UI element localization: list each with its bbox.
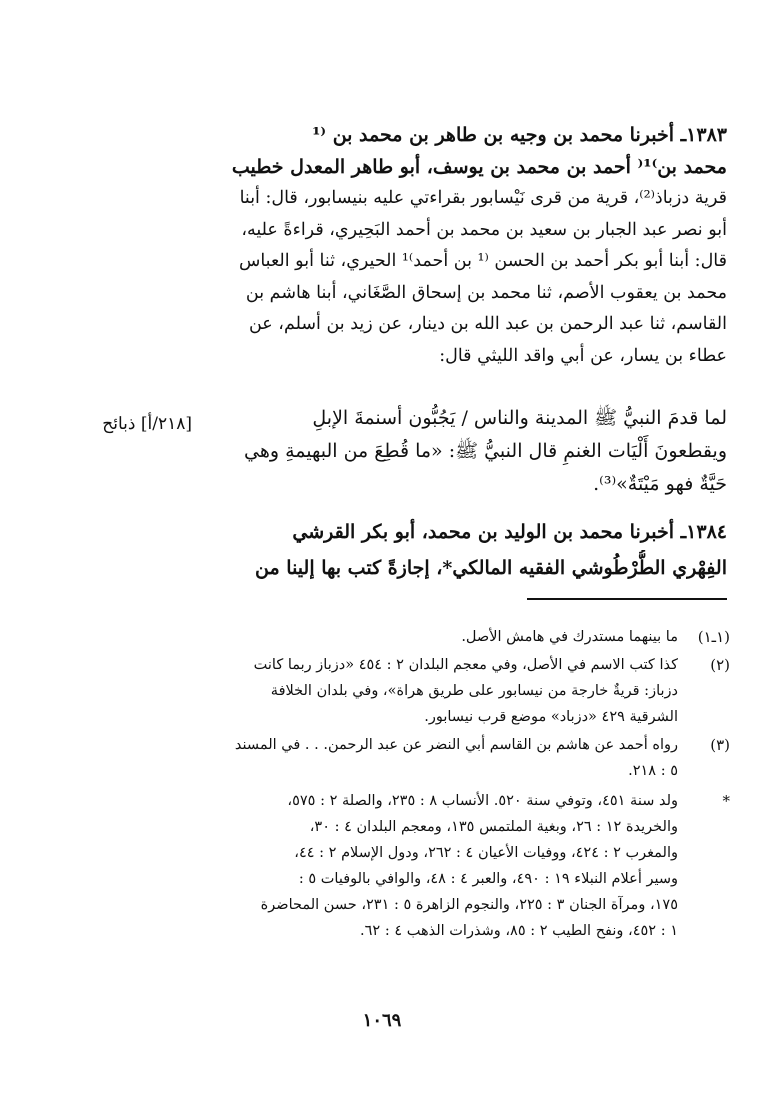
footnote-mark: (١ـ١) xyxy=(697,628,730,646)
footnote xyxy=(203,788,730,944)
hadith-text xyxy=(203,402,727,501)
footnote-line: وسير أعلام النبلاء ١٩ : ٤٩٠، والعبر ٤ : ٤٨، والوافي بالوفيات ٥ : xyxy=(298,871,678,887)
footnote xyxy=(203,652,730,730)
footnote-line: الشرقية ٤٢٩ «دزباد» موضع قرب نيسابور. xyxy=(424,709,678,725)
entry-1383-line: محمد بن⁾¹⁽ أحمد بن محمد بن يوسف، أبو طاهر المعدل خطيب xyxy=(231,155,727,178)
footnotes xyxy=(203,624,730,946)
footnote-line: ١ : ٤٥٢، ونفح الطيب ٢ : ٨٥، وشذرات الذهب ٤ : ٦٢. xyxy=(360,923,678,939)
entry-1383-line: محمد بن يعقوب الأصم، ثنا محمد بن إسحاق الصَّغَاني، أبنا هاشم بن xyxy=(245,282,727,303)
footnote xyxy=(203,624,730,650)
footnote-line: كذا كتب الاسم في الأصل، وفي معجم البلدان ٢ : ٤٥٤ «دزباز ربما كانت xyxy=(253,657,678,673)
footnote-line: دزباز: قريةٌ خارجة من نيسابور على طريق هراة»، وفي بلدان الخلافة xyxy=(270,683,678,699)
footnote-mark: * xyxy=(722,792,730,810)
footnote-mark: (٣) xyxy=(710,736,730,754)
hadith-line: ويقطعونَ أَلْيَات الغنمِ قال النبيُّ ﷺ: «ما قُطِعَ من البهيمةِ وهي xyxy=(244,440,727,462)
footnote-line: ولد سنة ٤٥١، وتوفي سنة ٥٢٠. الأنساب ٨ : ٢٣٥، والصلة ٢ : ٥٧٥، xyxy=(287,793,678,809)
hadith-line: لما قدمَ النبيُّ ﷺ المدينة والناس / يَجُبُّون أسنمةَ الإبلِ xyxy=(312,407,727,429)
hadith-line: حَيَّةٌ فهو مَيْتَةٌ»⁽³⁾. xyxy=(593,473,727,495)
footnote-line: ٥ : ٢١٨. xyxy=(628,763,678,779)
entry-1384-line: الفِهْري الطُّرْطُوشي الفقيه المالكي*، إجازةً كتب بها إلينا من xyxy=(255,557,727,579)
page-number: ١٠٦٩ xyxy=(362,1010,402,1031)
entry-1383-line: قال: أبنا أبو بكر أحمد بن الحسن ⁽¹ بن أحمد⁾¹ الحيري، ثنا أبو العباس xyxy=(238,251,727,271)
entry-1383-line: ١٣٨٣ـ أخبرنا محمد بن وجيه بن طاهر بن محمد بن ⁽¹ xyxy=(312,124,727,146)
footnote-line: والمغرب ٢ : ٤٢٤، ووفيات الأعيان ٤ : ٢٦٢، ودول الإسلام ٢ : ٤٤، xyxy=(294,845,678,861)
margin-note: [٢١٨/أ] ذبائح xyxy=(102,414,192,434)
footnote-line: ما بينهما مستدرك في هامش الأصل. xyxy=(461,629,678,645)
footnote-line: رواه أحمد عن هاشم بن القاسم أبي النضر عن عبد الرحمن. . . في المسند xyxy=(234,737,678,753)
entry-1384-line: ١٣٨٤ـ أخبرنا محمد بن الوليد بن محمد، أبو بكر القرشي xyxy=(292,521,727,543)
footnote xyxy=(203,732,730,784)
entry-1383-line: عطاء بن يسار، عن أبي واقد الليثي قال: xyxy=(439,345,727,366)
entry-1384 xyxy=(203,514,727,586)
entry-1383-line: أبو نصر عبد الجبار بن سعيد بن محمد بن أحمد البَحِيري، قراءةً عليه، xyxy=(241,219,727,240)
entry-1383-line: القاسم، ثنا عبد الرحمن بن عبد الله بن دينار، عن زيد بن أسلم، عن xyxy=(248,314,727,334)
footnote-line: ١٧٥، ومرآة الجنان ٣ : ٢٢٥، والنجوم الزاهرة ٥ : ٢٣١، حسن المحاضرة xyxy=(260,897,678,913)
entry-1383 xyxy=(203,120,727,372)
entry-1383-line: قرية دزباذ⁽²⁾، قرية من قرى نَيْسابور بقراءتي عليه بنيسابور، قال: أبنا xyxy=(239,188,727,208)
footnote-mark: (٢) xyxy=(710,656,730,674)
footnote-line: والخريدة ١٢ : ٢٦، وبغية الملتمس ١٣٥، ومعجم البلدان ٤ : ٣٠، xyxy=(309,819,678,835)
footnote-divider xyxy=(527,598,727,600)
